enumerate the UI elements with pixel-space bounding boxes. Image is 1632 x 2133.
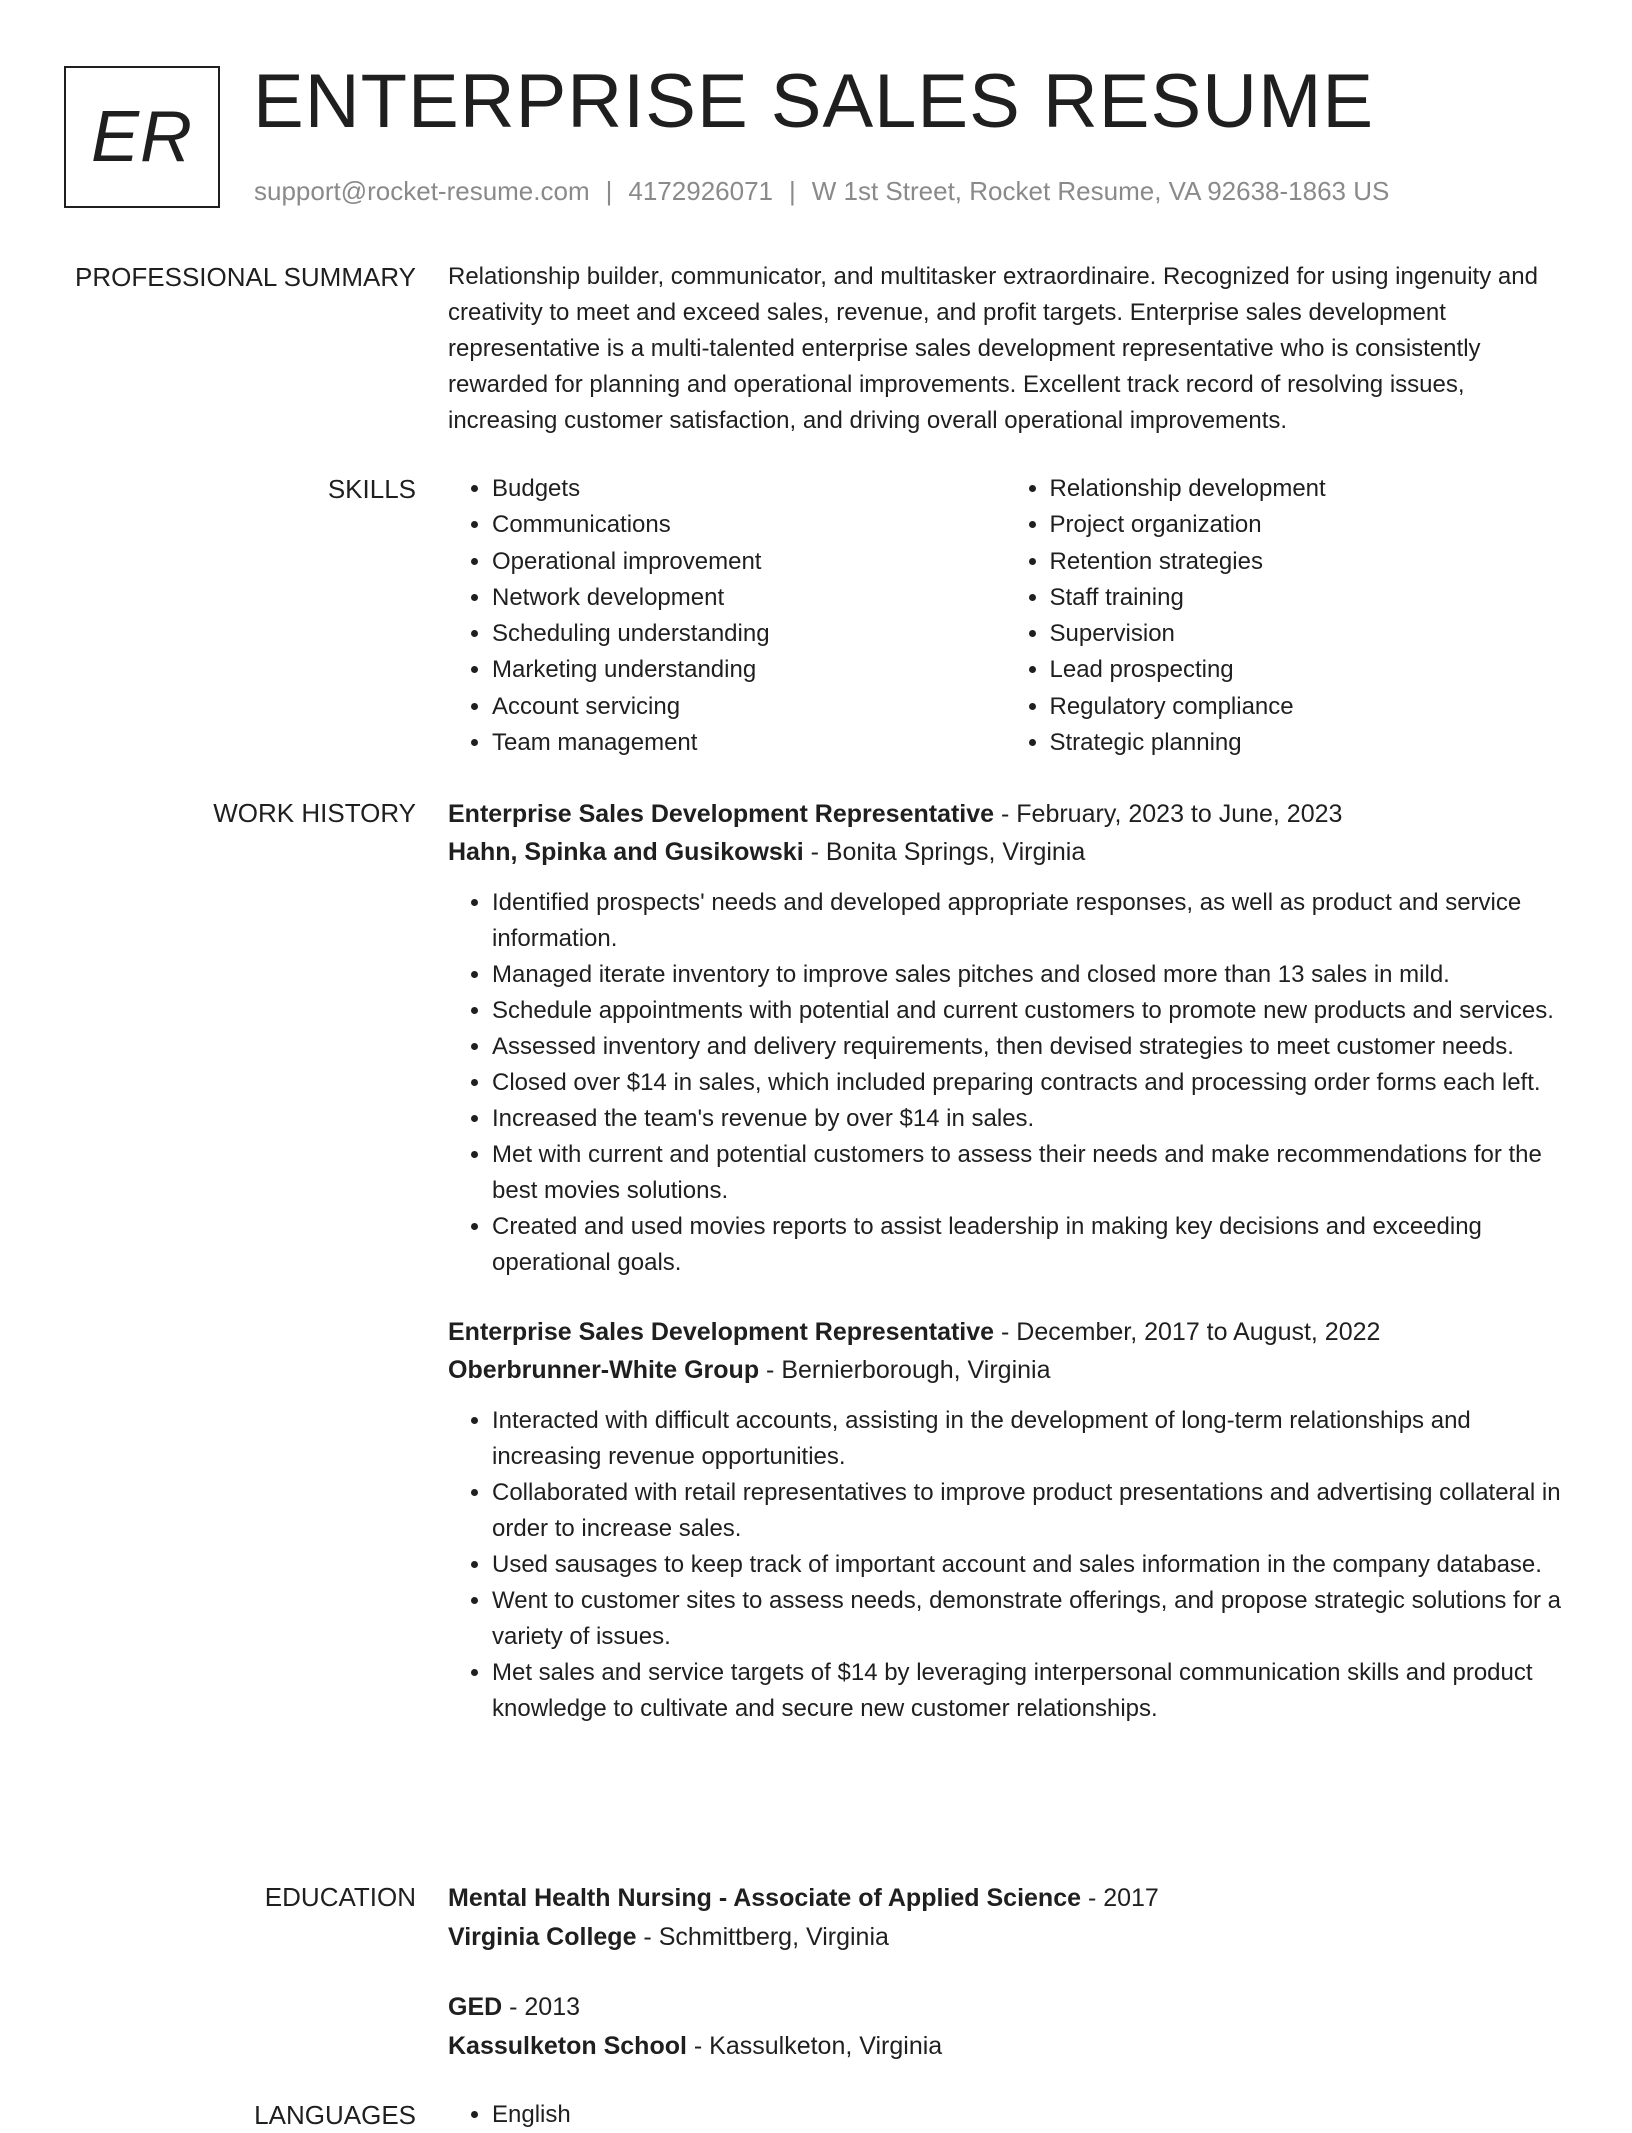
skill-item: • Relationship development	[1050, 471, 1564, 507]
summary-body	[448, 259, 1563, 439]
section-label-languages: LANGUAGES	[254, 2100, 416, 2130]
skill-item: • Operational improvement	[492, 544, 1006, 580]
contact-phone[interactable]: 4172926071	[628, 176, 773, 206]
skills-body	[448, 471, 1563, 761]
job-title-line	[448, 1313, 1563, 1351]
job-bullet: • Closed over $14 in sales, which included preparing contracts and processing order forms each left.	[492, 1065, 1563, 1101]
skills-column-right	[1006, 471, 1564, 761]
section-label-summary: PROFESSIONAL SUMMARY	[75, 262, 416, 292]
job-bullet: • Collaborated with retail representatives to improve product presentations and advertising collateral in order to increase sales.	[492, 1475, 1563, 1547]
monogram-logo: ER	[64, 66, 220, 208]
languages-list	[448, 2097, 1492, 2133]
skill-item: • Lead prospecting	[1050, 652, 1564, 688]
job-company-line	[448, 833, 1563, 871]
resume-title: ENTERPRISE SALES RESUME	[253, 59, 1375, 144]
job-location: - Bernierborough, Virginia	[759, 1356, 1051, 1384]
language-item: • English	[492, 2097, 1492, 2133]
job-dates: - February, 2023 to June, 2023	[994, 800, 1343, 828]
job-bullet: • Used sausages to keep track of important account and sales information in the company database.	[492, 1547, 1563, 1583]
section-label-education: EDUCATION	[264, 1882, 416, 1912]
skills-columns	[448, 471, 1563, 761]
skill-item: • Scheduling understanding	[492, 616, 1006, 652]
education-year: - 2013	[502, 1993, 581, 2021]
skill-item: • Team management	[492, 725, 1006, 761]
job-entry	[448, 1313, 1563, 1727]
job-entry	[448, 795, 1563, 1281]
education-location: - Kassulketon, Virginia	[686, 2032, 943, 2060]
job-bullet: • Schedule appointments with potential and current customers to promote new products and services.	[492, 993, 1563, 1029]
job-bullet: • Created and used movies reports to assist leadership in making key decisions and exceeding operational goals.	[492, 1209, 1563, 1281]
skills-column-left	[448, 471, 1006, 761]
skill-item: • Staff training	[1050, 580, 1564, 616]
skill-item: • Project organization	[1050, 507, 1564, 543]
section-label-work: WORK HISTORY	[213, 798, 416, 828]
skill-item: • Account servicing	[492, 689, 1006, 725]
skill-item: • Strategic planning	[1050, 725, 1564, 761]
job-title-line	[448, 795, 1563, 833]
education-school-line	[448, 2027, 1563, 2066]
education-entry	[448, 1879, 1563, 1957]
contact-line	[254, 174, 1389, 208]
education-year: - 2017	[1081, 1884, 1159, 1912]
job-bullet: • Increased the team's revenue by over $14 in sales.	[492, 1101, 1563, 1137]
job-bullet: • Met sales and service targets of $14 by leveraging interpersonal communication skills and product knowledge to cultivate and secure new customer relationships.	[492, 1655, 1563, 1727]
skill-item: • Network development	[492, 580, 1006, 616]
education-degree: Mental Health Nursing - Associate of Applied Science	[448, 1884, 1081, 1912]
summary-text: Relationship builder, communicator, and multitasker extraordinaire. Recognized for using ingenuity and creativity to meet and exceed sales, revenue, and profit targets. Enterprise sales development representative is a multi-talented enterprise sales development representative who is consistently rewarded for planning and operational improvements. Excellent track record of resolving issues, increasing customer satisfaction, and driving overall operational improvements.	[448, 263, 1538, 434]
job-dates: - December, 2017 to August, 2022	[994, 1318, 1381, 1346]
job-company-line	[448, 1351, 1563, 1389]
job-company: Hahn, Spinka and Gusikowski	[448, 838, 804, 866]
education-school: Virginia College	[448, 1923, 637, 1951]
job-title: Enterprise Sales Development Representative	[448, 800, 995, 828]
job-bullet: • Went to customer sites to assess needs, demonstrate offerings, and propose strategic solutions for a variety of issues.	[492, 1583, 1563, 1655]
skill-item: • Retention strategies	[1050, 544, 1564, 580]
work-body	[448, 795, 1563, 1727]
education-school-line	[448, 1918, 1563, 1957]
job-location: - Bonita Springs, Virginia	[803, 838, 1086, 866]
education-degree: GED	[448, 1993, 503, 2021]
education-body	[448, 1879, 1563, 2066]
contact-separator: |	[789, 176, 796, 206]
job-bullet: • Met with current and potential customers to assess their needs and make recommendations for the best movies solutions.	[492, 1137, 1563, 1209]
education-degree-line	[448, 1988, 1563, 2027]
contact-address: W 1st Street, Rocket Resume, VA 92638-1863 US	[811, 176, 1390, 206]
contact-email[interactable]: support@rocket-resume.com	[254, 176, 590, 206]
contact-separator: |	[605, 176, 613, 206]
job-bullet: • Managed iterate inventory to improve sales pitches and closed more than 13 sales in mild.	[492, 957, 1563, 993]
languages-body	[448, 2097, 1563, 2133]
section-label-skills: SKILLS	[327, 474, 416, 504]
education-degree-line	[448, 1879, 1563, 1918]
skill-item: • Supervision	[1050, 616, 1564, 652]
skill-item: • Budgets	[492, 471, 1006, 507]
job-bullet: • Identified prospects' needs and developed appropriate responses, as well as product and service information.	[492, 885, 1563, 957]
education-entry	[448, 1988, 1563, 2066]
job-bullet: • Assessed inventory and delivery requirements, then devised strategies to meet customer needs.	[492, 1029, 1563, 1065]
skill-item: • Marketing understanding	[492, 652, 1006, 688]
job-company: Oberbrunner-White Group	[448, 1356, 760, 1384]
education-school: Kassulketon School	[448, 2032, 687, 2060]
skill-item: • Communications	[492, 507, 1006, 543]
education-location: - Schmittberg, Virginia	[636, 1923, 889, 1951]
job-bullet: • Interacted with difficult accounts, assisting in the development of long-term relationships and increasing revenue opportunities.	[492, 1403, 1563, 1475]
skill-item: • Regulatory compliance	[1050, 689, 1564, 725]
job-title: Enterprise Sales Development Representative	[448, 1318, 995, 1346]
job-bullets	[448, 885, 1563, 1281]
job-bullets	[448, 1403, 1563, 1727]
